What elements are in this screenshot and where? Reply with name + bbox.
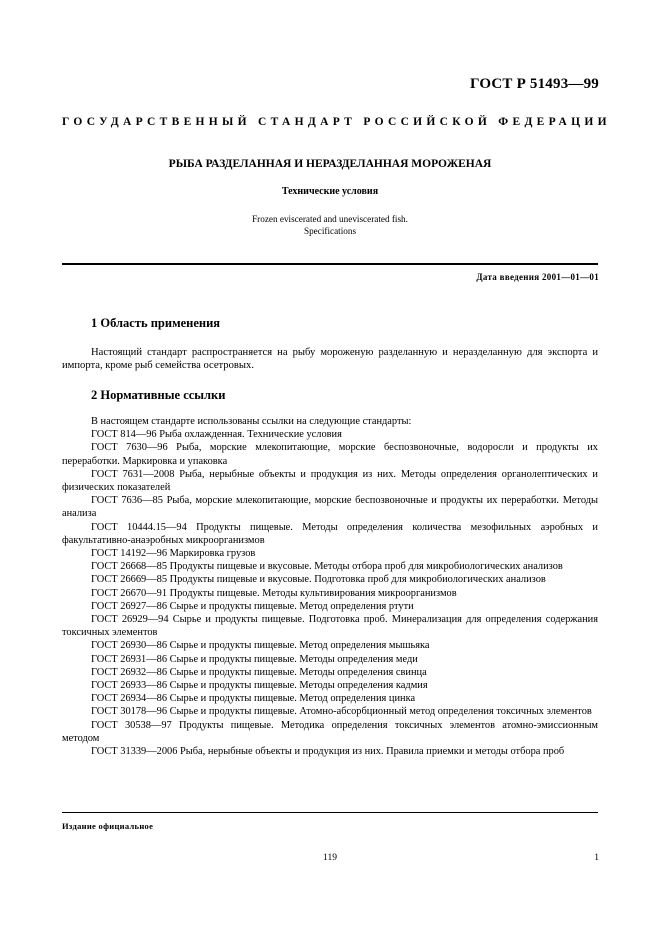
english-title bbox=[62, 213, 598, 237]
section-1-heading: 1 Область применения bbox=[91, 316, 221, 330]
reference-item: ГОСТ 10444.15—94 Продукты пищевые. Методы определения количества мезофильных аэробных и факультативно-анаэробных микроорганизмов bbox=[62, 521, 598, 546]
reference-item: ГОСТ 7630—96 Рыба, морские млекопитающие, морские беспозвоночные, водоросли и продукты их переработки. Маркировка и упаковка bbox=[62, 442, 598, 467]
reference-item: ГОСТ 14192—96 Маркировка грузов bbox=[91, 548, 256, 560]
reference-item: ГОСТ 7631—2008 Рыба, нерыбные объекты и продукция из них. Методы определения органолептических и физических показателей bbox=[62, 468, 598, 494]
document-code: ГОСТ Р 51493—99 bbox=[469, 76, 599, 92]
section-2-heading: 2 Нормативные ссылки bbox=[91, 388, 226, 402]
section-1-text: Настоящий стандарт распространяется на рыбу мороженую разделанную и неразделанную для экспорта и импорта, кроме рыб семейства осетровых. bbox=[62, 347, 598, 372]
top-divider bbox=[62, 263, 598, 265]
reference-item: ГОСТ 30178—96 Сырье и продукты пищевые. Атомно-абсорбционный метод определения токсичных элементов bbox=[91, 706, 592, 718]
bottom-divider bbox=[62, 812, 598, 813]
reference-item: ГОСТ 26932—86 Сырье и продукты пищевые. Методы определения свинца bbox=[91, 666, 427, 678]
official-edition-label: Издание официальное bbox=[62, 821, 154, 831]
reference-item: ГОСТ 814—96 Рыба охлажденная. Технические условия bbox=[91, 429, 342, 441]
reference-item: ГОСТ 26930—86 Сырье и продукты пищевые. Метод определения мышьяка bbox=[91, 640, 430, 652]
reference-item: ГОСТ 26929—94 Сырье и продукты пищевые. Подготовка проб. Минерализация для определения содержания токсичных элементов bbox=[62, 614, 598, 639]
reference-item: ГОСТ 31339—2006 Рыба, нерыбные объекты и продукция из них. Правила приемки и методы отбора проб bbox=[91, 746, 565, 758]
english-title-line1: Frozen eviscerated and uneviscerated fish. bbox=[252, 214, 408, 224]
reference-item: ГОСТ 30538—97 Продукты пищевые. Методика определения токсичных элементов атомно-эмиссионным методом bbox=[62, 719, 598, 744]
reference-item: ГОСТ 26931—86 Сырье и продукты пищевые. Методы определения меди bbox=[91, 653, 418, 665]
reference-item: ГОСТ 7636—85 Рыба, морские млекопитающие, морские беспозвоночные и продукты их переработки. Методы анализа bbox=[62, 495, 598, 520]
reference-item: ГОСТ 26668—85 Продукты пищевые и вкусовые. Методы отбора проб для микробиологических анализов bbox=[91, 561, 563, 573]
document-title: РЫБА РАЗДЕЛАННАЯ И НЕРАЗДЕЛАННАЯ МОРОЖЕНАЯ bbox=[168, 158, 492, 170]
reference-item: ГОСТ 26927—86 Сырье и продукты пищевые. Метод определения ртути bbox=[91, 600, 414, 612]
page-number: 119 bbox=[323, 853, 337, 863]
reference-item: ГОСТ 26934—86 Сырье и продукты пищевые. Метод определения цинка bbox=[91, 693, 416, 705]
english-title-line2: Specifications bbox=[303, 226, 357, 236]
document-subtitle: Технические условия bbox=[281, 186, 379, 197]
references-intro: В настоящем стандарте использованы ссылки на следующие стандарты: bbox=[91, 416, 412, 427]
introduction-date: Дата введения 2001—01—01 bbox=[476, 272, 599, 282]
sheet-number: 1 bbox=[594, 853, 599, 863]
reference-item: ГОСТ 26933—86 Сырье и продукты пищевые. Методы определения кадмия bbox=[91, 680, 428, 692]
reference-item: ГОСТ 26670—91 Продукты пищевые. Методы культивирования микроорганизмов bbox=[91, 587, 457, 599]
state-standard-title: ГОСУДАРСТВЕННЫЙ СТАНДАРТ РОССИЙСКОЙ ФЕДЕРАЦИИ bbox=[62, 116, 611, 128]
normative-references-list bbox=[62, 415, 598, 758]
reference-item: ГОСТ 26669—85 Продукты пищевые и вкусовые. Подготовка проб для микробиологических анализов bbox=[91, 574, 546, 586]
